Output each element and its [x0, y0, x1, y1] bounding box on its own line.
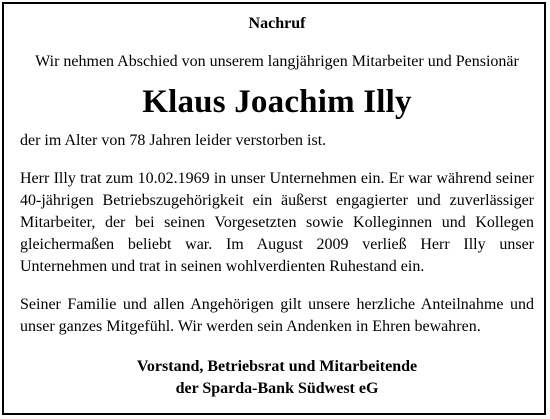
- signature-block: [20, 356, 534, 400]
- age-line: der im Alter von 78 Jahren leider verstorben ist.: [20, 132, 327, 149]
- deceased-name: Klaus Joachim Illy: [142, 84, 412, 120]
- condolence-paragraph: Seiner Familie und allen Angehörigen gilt unsere herzliche Anteilnahme und unser ganzes Mitgefühl. Wir werden sein Andenken in Ehren bewahren.: [20, 296, 534, 335]
- intro-line: Wir nehmen Abschied von unserem langjährigen Mitarbeiter und Pensionär: [35, 53, 519, 70]
- obituary-heading: Nachruf: [248, 15, 306, 32]
- career-paragraph: Herr Illy trat zum 10.02.1969 in unser Unternehmen ein. Er war während seiner 40-jährigen Betriebszugehörigkeit ein äußerst engagierter und zuverlässiger Mitarbeiter, der bei seinen Vorgesetzten sowie Kolleginnen und Kollegen gleichermaßen beliebt war. Im August 2009 verließ Herr Illy unser Unternehmen und trat in seinen wohlverdienten Ruhestand ein.: [20, 170, 534, 275]
- signature-line-2: der Sparda-Bank Südwest eG: [175, 380, 379, 397]
- obituary-content: [20, 14, 534, 400]
- signature-line-1: Vorstand, Betriebsrat und Mitarbeitende: [136, 358, 418, 375]
- obituary-frame: [2, 2, 546, 415]
